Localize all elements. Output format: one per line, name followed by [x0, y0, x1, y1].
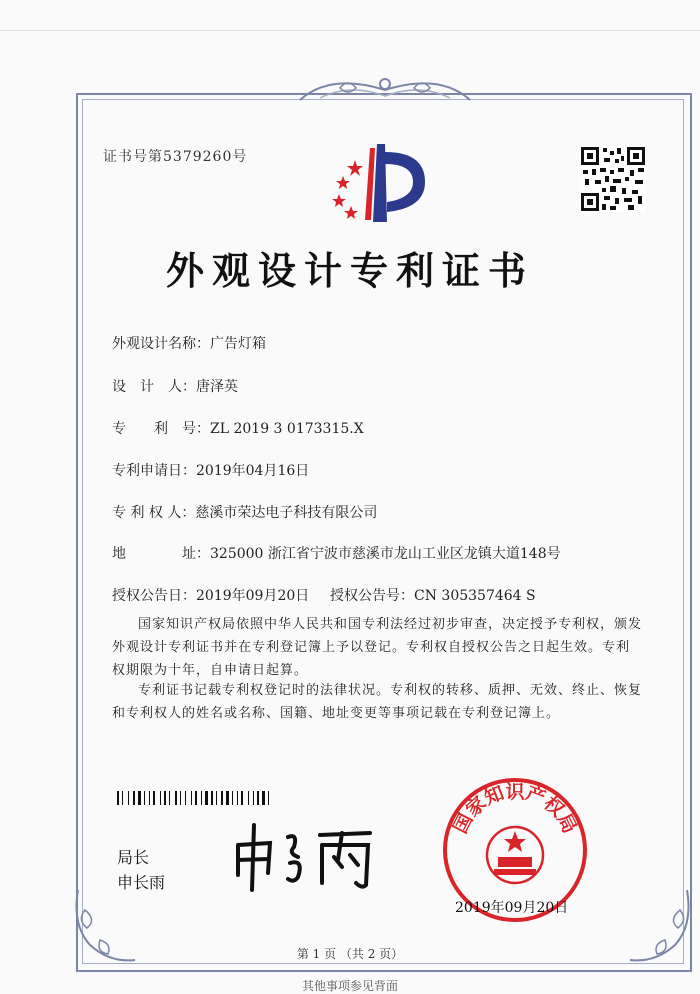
field-value: 2019年04月16日 — [196, 463, 310, 479]
field-patentee — [112, 502, 377, 522]
scan-edge-line — [0, 30, 700, 31]
field-value: ZL 2019 3 0173315.X — [210, 421, 364, 437]
grant-statement-paragraph: 国家知识产权局依照中华人民共和国专利法经过初步审查，决定授予专利权，颁发外观设计专利证书并在专利登记簿上予以登记。专利权自授权公告之日起生效。专利权期限为十年，自申请日起算。 — [112, 617, 643, 678]
certificate-number: 证书号第5379260号 — [103, 149, 248, 165]
field-value: 2019年09月20日 — [196, 588, 310, 604]
field-label: 专 利 权 人： — [112, 505, 196, 521]
field-address — [112, 543, 561, 563]
director-title: 局长 — [117, 848, 150, 867]
field-label: 设 计 人： — [112, 379, 196, 395]
field-value: 唐泽英 — [196, 379, 238, 395]
qr-code-icon — [580, 146, 646, 212]
signature-icon — [230, 815, 380, 895]
field-label: 外观设计名称： — [112, 336, 210, 352]
footer-note: 其他事项参见背面 — [301, 979, 398, 993]
barcode-icon — [117, 791, 357, 805]
cnipa-logo-icon — [325, 142, 435, 228]
field-label: 地 址： — [112, 546, 210, 562]
top-ornament-icon — [290, 68, 480, 108]
field-label: 专利申请日： — [112, 463, 196, 479]
field-grant-number — [330, 585, 536, 605]
svg-text:国家知识产权局: 国家知识产权局 — [449, 780, 581, 837]
field-patent-number — [112, 418, 364, 438]
field-designer — [112, 376, 238, 396]
legal-status-paragraph: 专利证书记载专利权登记时的法律状况。专利权的转移、质押、无效、终止、恢复和专利权人的姓名或名称、国籍、地址变更等事项记载在专利登记簿上。 — [112, 683, 643, 721]
page-number: 第 1 页 （共 2 页） — [296, 947, 404, 961]
field-application-date — [112, 460, 309, 480]
field-grant-date — [112, 585, 309, 605]
field-value: CN 305357464 S — [414, 588, 536, 604]
field-design-name — [112, 333, 266, 353]
field-label: 授权公告号： — [330, 588, 414, 604]
field-value: 慈溪市荣达电子科技有限公司 — [195, 505, 378, 521]
field-value: 325000 浙江省宁波市慈溪市龙山工业区龙镇大道148号 — [210, 546, 561, 562]
certificate-title: 外观设计专利证书 — [165, 248, 534, 293]
field-label: 授权公告日： — [112, 588, 196, 604]
field-value: 广告灯箱 — [210, 336, 266, 352]
director-name: 申长雨 — [117, 873, 166, 892]
field-label: 专 利 号： — [112, 421, 210, 437]
certificate-inner-border — [82, 99, 684, 964]
seal-date: 2019年09月20日 — [455, 900, 569, 916]
